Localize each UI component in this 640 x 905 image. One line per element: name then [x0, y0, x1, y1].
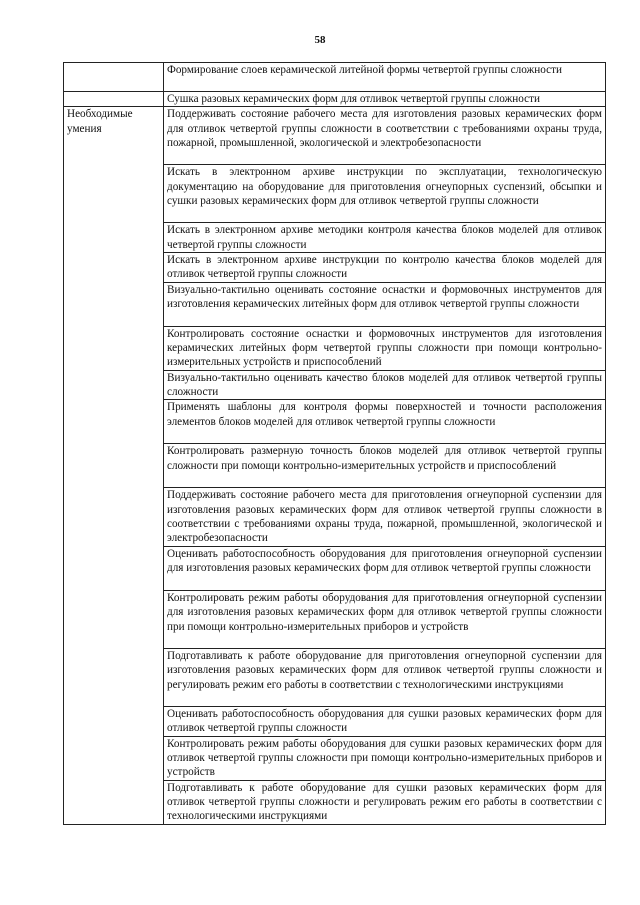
skill-cell: Визуально-тактильно оценивать состояние оснастки и формовочных инструментов для изготовления керамических литейных форм для отливок четвертой группы сложности — [164, 282, 606, 326]
label-cell-empty — [64, 92, 164, 107]
task-cell: Сушка разовых керамических форм для отливок четвертой группы сложности — [164, 92, 606, 107]
task-cell: Формирование слоев керамической литейной формы четвертой группы сложности — [164, 63, 606, 92]
skill-cell: Искать в электронном архиве методики контроля качества блоков моделей для отливок четвертой группы сложности — [164, 223, 606, 253]
table-row — [64, 92, 606, 107]
table-row — [64, 107, 606, 165]
skill-cell: Оценивать работоспособность оборудования для приготовления огнеупорной суспензии для изготовления разовых керамических форм для отливок четвертой группы сложности — [164, 546, 606, 590]
section-label: Необходимые умения — [64, 107, 164, 824]
skill-cell: Искать в электронном архиве инструкции по контролю качества блоков моделей для отливок четвертой группы сложности — [164, 253, 606, 283]
skill-cell: Оценивать работоспособность оборудования для сушки разовых керамических форм для отливок четвертой группы сложности — [164, 706, 606, 736]
skill-cell: Подготавливать к работе оборудование для сушки разовых керамических форм для отливок четвертой группы сложности и регулировать режим его работы в соответствии с технологическими инструкциями — [164, 780, 606, 824]
skill-cell: Контролировать состояние оснастки и формовочных инструментов для изготовления керамических литейных форм четвертой группы сложности при помощи контрольно-измерительных устройств и приспособлений — [164, 326, 606, 370]
skill-cell: Поддерживать состояние рабочего места для приготовления огнеупорной суспензии для изготовления разовых керамических форм для отливок четвертой группы сложности в соответствии с требованиями охраны труда, пожарной, промышленной, экологической и электробезопасности — [164, 488, 606, 546]
competency-table — [63, 62, 606, 825]
skill-cell: Поддерживать состояние рабочего места для изготовления разовых керамических форм для отливок четвертой группы сложности в соответствии с требованиями охраны труда, пожарной, промышленной, экологической и электробезопасности — [164, 107, 606, 165]
skill-cell: Контролировать режим работы оборудования для сушки разовых керамических форм для отливок четвертой группы сложности при помощи контрольно-измерительных приборов и устройств — [164, 736, 606, 780]
label-cell-empty — [64, 63, 164, 92]
skill-cell: Искать в электронном архиве инструкции по эксплуатации, технологическую документацию на оборудование для приготовления огнеупорных суспензий, обсыпки и сушки разовых керамических форм для отливок четвертой группы сложности — [164, 165, 606, 223]
skill-cell: Подготавливать к работе оборудование для приготовления огнеупорной суспензии для изготовления разовых керамических форм для отливок четвертой группы сложности и регулировать режим его работы в соответствии с технологическими инструкциями — [164, 648, 606, 706]
skill-cell: Визуально-тактильно оценивать качество блоков моделей для отливок четвертой группы сложности — [164, 370, 606, 400]
skill-cell: Контролировать размерную точность блоков моделей для отливок четвертой группы сложности при помощи контрольно-измерительных устройств и приспособлений — [164, 444, 606, 488]
table-row — [64, 63, 606, 92]
skill-cell: Контролировать режим работы оборудования для приготовления огнеупорной суспензии для изготовления разовых керамических форм для отливок четвертой группы сложности при помощи контрольно-измерительных приборов и устройств — [164, 590, 606, 648]
skill-cell: Применять шаблоны для контроля формы поверхностей и точности расположения элементов блоков моделей для отливок четвертой группы сложности — [164, 400, 606, 444]
page-number: 58 — [314, 34, 326, 46]
